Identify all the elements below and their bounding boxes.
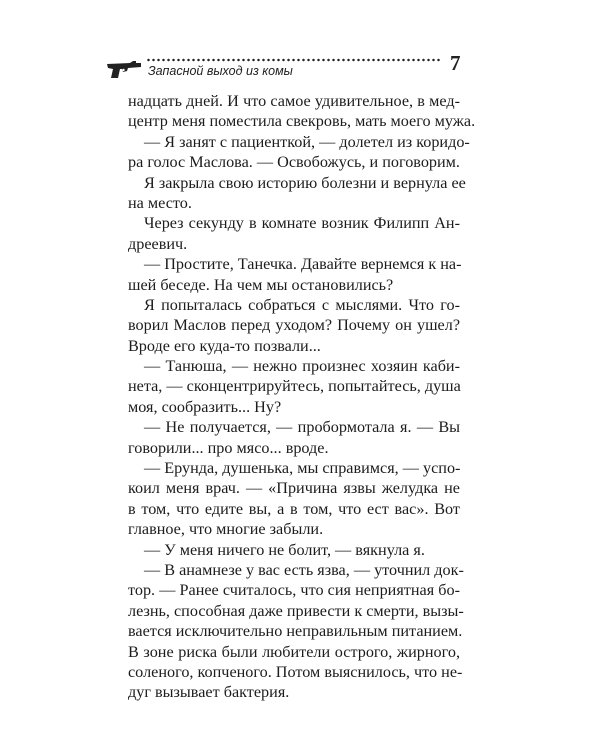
text-line: тор. — Ранее считалось, что сия неприятная бо- xyxy=(128,581,460,600)
page-header xyxy=(106,51,466,94)
text-line: главное, что многие забыли. xyxy=(128,520,324,539)
text-line: говорили... про мясо... вроде. xyxy=(128,438,329,457)
running-title: Запасной выход из комы xyxy=(148,64,293,78)
text-line: — Не получается, — пробормотала я. — Вы xyxy=(144,418,460,437)
text-line: Вроде его куда-то позвали... xyxy=(128,336,321,355)
text-line: ворил Маслов перед уходом? Почему он ушел? xyxy=(128,316,460,335)
text-line: лезнь, способная даже привести к смерти, вызы- xyxy=(128,601,464,620)
body-text xyxy=(128,91,476,703)
text-line: соленого, копченого. Потом выяснилось, что не- xyxy=(128,662,463,681)
text-line: центр меня поместила свекровь, мать моего мужа. xyxy=(128,112,476,131)
text-line: — Танюша, — нежно произнес хозяин каби- xyxy=(144,357,460,376)
text-line: дреевич. xyxy=(128,234,188,253)
text-line: ра голос Маслова. — Освобожусь, и поговорим. xyxy=(128,153,460,172)
text-line: нета, — сконцентрируйтесь, попытайтесь, душа xyxy=(128,377,461,396)
text-line: Я попыталась собраться с мыслями. Что го- xyxy=(144,295,460,314)
text-line: — У меня ничего не болит, — вякнула я. xyxy=(144,540,425,559)
text-line: Через секунду в комнате возник Филипп Ан- xyxy=(144,214,460,233)
text-line: моя, сообразить... Ну? xyxy=(128,397,282,416)
revolver-icon xyxy=(106,58,142,80)
text-line: в том, что едите вы, а в том, что ест вас». Вот xyxy=(128,499,460,518)
text-line: вается исключительно неправильным питанием. xyxy=(128,622,463,641)
text-line: В зоне риска были любители острого, жирного, xyxy=(128,642,460,661)
text-line: — Я занят с пациенткой, — долетел из коридо- xyxy=(144,132,470,151)
text-line: Я закрыла свою историю болезни и вернула ее xyxy=(144,173,466,192)
dotted-rule xyxy=(146,58,440,62)
text-line: — Ерунда, душенька, мы справимся, — успо- xyxy=(144,459,461,478)
text-line: на место. xyxy=(128,193,192,212)
text-line: коил меня врач. — «Причина язвы желудка не xyxy=(128,479,460,498)
text-line: — В анамнезе у вас есть язва, — уточнил док- xyxy=(144,560,464,579)
text-line: надцать дней. И что самое удивительное, в мед- xyxy=(128,92,460,110)
text-line: дуг вызывает бактерия. xyxy=(128,683,290,702)
text-line: шей беседе. На чем мы остановились? xyxy=(128,275,394,294)
text-line: — Простите, Танечка. Давайте вернемся к на- xyxy=(144,255,462,274)
page-number: 7 xyxy=(450,51,461,75)
